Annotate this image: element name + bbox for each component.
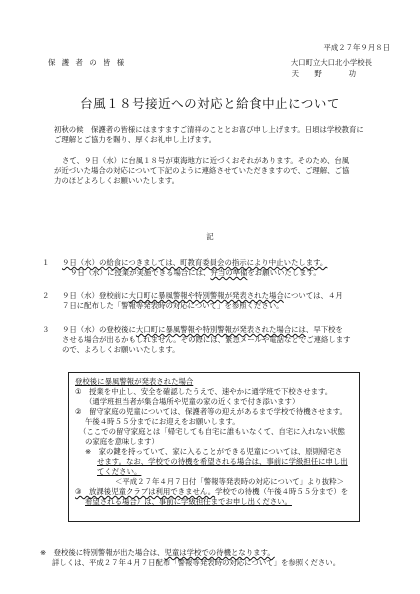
box-line-12 <box>75 497 353 507</box>
warning-excerpt-box <box>68 372 360 522</box>
item-3 <box>62 325 402 355</box>
item-1-line2 <box>62 268 402 278</box>
box-line-11 <box>75 487 353 497</box>
item-3-number: ３ <box>42 325 50 334</box>
box-line-9-text: てください。 <box>97 466 142 476</box>
box-line-6: の家庭を意味します） <box>85 436 159 446</box>
item-1-line2-b: 弁当の準備 <box>210 267 248 277</box>
intro-p2-line2: が近づいた場合の対応について下記のように連絡させていただきますので、ご理解、ご協 <box>54 165 350 175</box>
addressee: 保 護 者 の 皆 様 <box>48 58 127 67</box>
footer-line-2: 詳しくは、平成２７年４月７日配布「警報等発表時の対応について」を参照ください。 <box>52 557 341 567</box>
item-1-number: １ <box>42 258 50 267</box>
footer-line-1-b: 児童は学校での待機となります。 <box>164 548 275 557</box>
footer-line-1-a: ※ 登校後に特別警報が出た場合は、 <box>40 548 165 557</box>
ki-heading: 記 <box>206 232 214 241</box>
school-name: 大口町立大口北小学校長 <box>290 58 372 67</box>
intro-p2-line1: さて、９日（水）に台風１８号が東海地方に近づくおそれがあります。そのため、台風 <box>62 156 350 165</box>
intro-paragraph-1 <box>54 125 384 145</box>
item-2-line1-b: 大口町に暴風警報や特別警報が発表された場合 <box>128 291 284 300</box>
intro-paragraph-2 <box>54 156 384 186</box>
item-2 <box>62 291 402 311</box>
item-3-line1-b: 大口町に暴風警報や特別警報が発表された場合には <box>135 325 306 334</box>
principal-name: 天 野 功 <box>291 69 360 78</box>
item-3-line1-c: 、早下校を <box>305 325 343 334</box>
box-line-11-b: 学校での待機（午後４時５５分まで）を <box>215 486 349 496</box>
item-3-line1-a: ９日（水）の登校後に <box>62 325 136 334</box>
box-line-11-a: ③ 放課後児童クラブは利用できません。 <box>75 486 216 496</box>
item-3-line2: させる場合が出るかもしれません。その際には、緊急メールや電話などでご連絡します <box>62 334 351 344</box>
intro-p1-line2: ご理解とご協力を賜り、厚くお礼申し上げます。 <box>54 134 217 144</box>
footer-line-1 <box>40 548 400 558</box>
intro-p2-line3: 力のほどよろしくお願いいたします。 <box>54 175 180 185</box>
footer-note <box>40 548 400 568</box>
item-2-line1-c: については、４月 <box>283 291 343 300</box>
box-heading: 登校後に暴風警報が発表された場合 <box>75 377 194 386</box>
item-1-line2-a: ９日（水）に授業が実施できる場合には、 <box>70 267 211 277</box>
box-line-5: （ここでの留守家庭とは「帰宅しても自宅に誰もいなくて、自宅に入れない状態 <box>79 426 345 436</box>
box-line-3: ② 留守家庭の児童については、保護者等の迎えがあるまで学校で待機させます。 <box>75 406 347 416</box>
item-1 <box>62 258 402 278</box>
box-line-10: ＜平成２７年４月７日付「警報等発表時の対応について」より抜粋＞ <box>115 476 344 486</box>
box-line-9 <box>75 467 353 477</box>
item-1-line1: ９日（水）の給食につきましては、町教育委員会の指示により中止いたします。 <box>62 258 328 267</box>
item-3-line3: ので、よろしくお願いいたします。 <box>62 344 180 354</box>
page-title: 台風１８号接近への対応と給食中止について <box>80 96 340 111</box>
item-2-line2: ７日に配布した「警報等発表時の対応について」を参照ください。 <box>62 300 284 310</box>
item-1-line2-c: をお願いいたします。 <box>247 267 321 277</box>
box-line-7: ※ 家の鍵を持っていて、家に入ることができる児童については、原則帰宅さ <box>85 446 343 456</box>
box-line-1: ① 授業を中止し、安全を確認したうえで、速やかに通学班で下校させます。 <box>75 386 333 396</box>
box-line-4: 午後４時５５分までにお迎えをお願いします。 <box>85 416 240 426</box>
item-2-number: ２ <box>42 291 50 300</box>
item-2-line1 <box>62 291 402 301</box>
document-date: 平成２７年９月８日 <box>323 43 390 52</box>
box-line-8 <box>75 457 353 467</box>
box-line-12-text: 希望される場合）は、事前に学級担任までお申し出ください。 <box>85 496 292 506</box>
box-line-2: （通学班担当者が集合場所や児童の家の近くまで付き添います） <box>85 396 300 406</box>
intro-p1-line1: 初秋の候 保護者の皆様にはますますご清祥のこととお喜び申し上げます。日頃は学校教育に <box>54 125 364 134</box>
item-3-line1 <box>62 325 402 335</box>
item-2-line1-a: ９日（水）登校前に <box>62 291 129 300</box>
box-line-8-text: せます。なお、学校での待機を希望される場合は、事前に学級担任に申し出 <box>97 456 348 466</box>
